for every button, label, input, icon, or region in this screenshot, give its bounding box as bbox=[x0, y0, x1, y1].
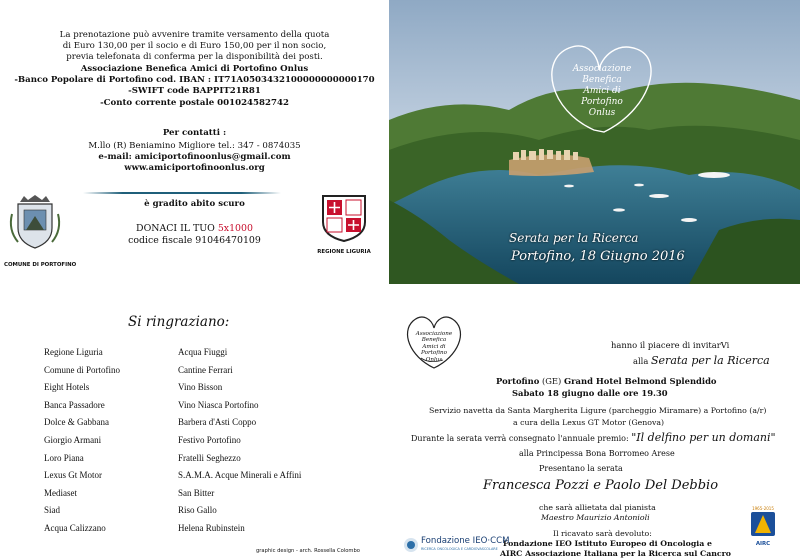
proceeds-airc: AIRC Associazione Italiana per la Ricerca sul Cancro bbox=[500, 549, 731, 558]
association-logo-text: Associazione Benefica Amici di Portofino Onlus bbox=[572, 64, 632, 118]
list-item: San Bitter bbox=[178, 487, 215, 498]
list-item: Regione Liguria bbox=[44, 347, 103, 357]
list-item: Comune di Portofino bbox=[44, 364, 120, 375]
list-item: Riso Gallo bbox=[178, 505, 217, 516]
graphic-credit: graphic design - arch. Rossella Colombo bbox=[256, 548, 360, 554]
music-line-1: che sarà allietata dal pianista bbox=[539, 503, 656, 512]
invitation-panel: Associazione Benefica Amici di Portofino Onlus hanno il piacere di invitarVi alla Serata per la Ricerca Portofino (GE) Grand Hotel Belmond Splendido Sabato 18 giugno dalle ore 19.30 Servizio navetta da Santa Margherita Ligure (parcheggio Miramare) a Portofino (a/r) a cura della Lexus GT Motor (Genova) Durante la serata verrà consegnato l'annuale premio: "Il delfino per un domani" alla Principessa Bona Borromeo Arese Presentano la serata Francesca Pozzi e Paolo Del Debbio che sarà allietata dal pianista Maestro Maurizio Antonioli Il ricavato sarà devoluto: Fondazione IEO Istituto Europeo di Oncologia e AIRC Associazione Italiana per la Ricerca sul Cancro Fondazione IEO·CCM RICERCA ONCOLOGICA E CARDIOVASCOLARE 1965-2015 AIRC bbox=[389, 284, 800, 559]
award-line: Durante la serata verrà consegnato l'annuale premio: "Il delfino per un domani" bbox=[411, 431, 776, 444]
invite-line: hanno il piacere di invitarVi bbox=[611, 340, 730, 350]
list-item: Vino Niasca Portofino bbox=[178, 399, 259, 410]
ieo-dots-icon bbox=[403, 537, 419, 553]
event-line: alla Serata per la Ricerca bbox=[633, 354, 770, 367]
website-link[interactable]: www.amiciportofinoonlus.org bbox=[124, 163, 265, 174]
presenters-intro: Presentano la serata bbox=[539, 464, 623, 473]
list-item: Siad bbox=[44, 505, 61, 516]
list-item: Festivo Portofino bbox=[178, 434, 241, 445]
shield-icon bbox=[319, 194, 369, 242]
list-item: Acqua Calizzano bbox=[44, 522, 106, 533]
coat-of-arms-icon bbox=[6, 194, 64, 250]
regione-liguria-logo: REGIONE LIGURIA bbox=[319, 194, 369, 256]
date-time: Sabato 18 giugno dalle ore 19.30 bbox=[512, 388, 668, 398]
sponsors-list-1 bbox=[44, 344, 120, 538]
list-item: Cantine Ferrari bbox=[178, 364, 233, 375]
contacts: M.llo (R) Beniamino Migliore tel.: 347 - 0874035 e-mail: amiciportofinoonlus@gmail.com www.amiciportofinoonlus.org bbox=[0, 141, 389, 175]
association-logo-text: Associazione Benefica Amici di Portofino Onlus bbox=[415, 331, 453, 363]
comune-portofino-logo: COMUNE DI PORTOFINO bbox=[6, 194, 64, 264]
proceeds-title: Il ricavato sarà devoluto: bbox=[553, 529, 652, 538]
info-panel bbox=[0, 0, 389, 284]
shuttle-info-1: Servizio navetta da Santa Margherita Ligure (parcheggio Miramare) a Portofino (a/r) bbox=[429, 406, 767, 415]
cover-photo-panel bbox=[389, 0, 800, 284]
airc-logo: 1965-2015 AIRC bbox=[747, 506, 779, 550]
list-item: Banca Passadore bbox=[44, 399, 105, 410]
dress-code: è gradito abito scuro bbox=[144, 199, 245, 209]
thanks-panel bbox=[0, 284, 389, 559]
list-item: Eight Hotels bbox=[44, 382, 90, 393]
list-item: Lexus Gt Motor bbox=[44, 470, 102, 481]
bank-info: Associazione Benefica Amici di Portofino Onlus -Banco Popolare di Portofino cod. IBAN : IT71A0503432100000000000170 -SWIFT code BAPPIT21R81 -Conto corrente postale 001024582742 bbox=[14, 64, 375, 108]
list-item: Loro Piana bbox=[44, 452, 84, 463]
list-item: Fratelli Seghezzo bbox=[178, 452, 241, 463]
list-item: Mediaset bbox=[44, 487, 77, 498]
list-item: Acqua Fiuggi bbox=[178, 347, 228, 357]
shuttle-info-2: a cura della Lexus GT Motor (Genova) bbox=[513, 418, 665, 427]
presenters-names: Francesca Pozzi e Paolo Del Debbio bbox=[483, 478, 719, 493]
list-item: Giorgio Armani bbox=[44, 434, 102, 445]
list-item: Helena Rubinstein bbox=[178, 522, 245, 533]
fiscal-code: codice fiscale 91046470109 bbox=[128, 235, 261, 246]
list-item: Dolce & Gabbana bbox=[44, 417, 109, 428]
award-recipient: alla Principessa Bona Borromeo Arese bbox=[519, 449, 675, 458]
venue: Portofino (GE) Grand Hotel Belmond Splendido bbox=[496, 376, 717, 386]
booking-info: La prenotazione può avvenire tramite versamento della quota di Euro 130,00 per il socio e di Euro 150,00 per il non socio, previa telefonata di conferma per la disponibilità dei posti. bbox=[59, 30, 330, 63]
proceeds-ieo: Fondazione IEO Istituto Europeo di Oncologia e bbox=[503, 539, 712, 548]
donate-5x1000: DONACI IL TUO 5x1000 bbox=[136, 223, 253, 234]
list-item: S.A.M.A. Acque Minerali e Affini bbox=[178, 470, 302, 481]
list-item: Barbera d'Asti Coppo bbox=[178, 417, 257, 428]
list-item: Vino Bisson bbox=[178, 382, 223, 393]
divider-line bbox=[83, 192, 281, 194]
cover-event-title: Serata per la Ricerca bbox=[509, 231, 639, 245]
email-link[interactable]: e-mail: amiciportofinoonlus@gmail.com bbox=[98, 152, 291, 163]
contacts-title: Per contatti : bbox=[162, 128, 227, 138]
thanks-title: Si ringraziano: bbox=[128, 314, 230, 330]
airc-emblem-icon bbox=[747, 511, 779, 537]
sponsors-list-2 bbox=[178, 344, 301, 538]
music-line-2: Maestro Maurizio Antonioli bbox=[541, 513, 650, 522]
cover-place-date: Portofino, 18 Giugno 2016 bbox=[511, 249, 685, 264]
